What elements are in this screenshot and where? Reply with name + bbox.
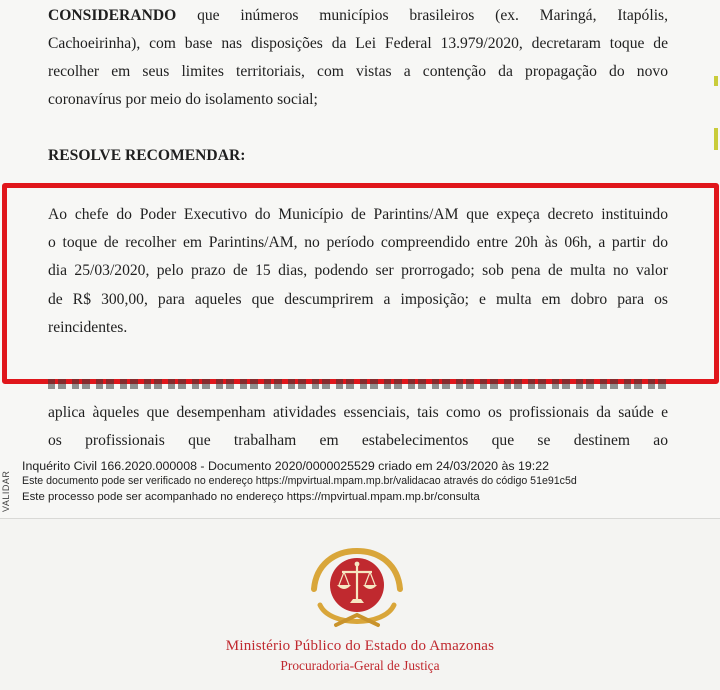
validar-label: VALIDAR <box>1 470 11 512</box>
org-name: Ministério Público do Estado do Amazonas <box>225 638 495 654</box>
resolve-heading: RESOLVE RECOMENDAR: <box>48 147 246 164</box>
paragraph-line: o toque de recolher em Parintins/AM, no período compreendido entre 20h às 06h, a partir do <box>48 234 668 252</box>
paragraph-line: Ao chefe do Poder Executivo do Município de Parintins/AM que expeça decreto instituindo <box>48 206 668 223</box>
edge-mark <box>714 76 718 86</box>
edge-mark <box>714 128 718 150</box>
document-footer <box>22 458 577 505</box>
paragraph-line: aplica àqueles que desempenham atividades essenciais, tais como os profissionais da saúde e <box>48 404 668 421</box>
considerando-paragraph <box>48 2 668 114</box>
verify-link-line[interactable]: Este documento pode ser verificado no endereço https://mpvirtual.mpam.mp.br/validacao através do código 51e91c5d <box>22 475 577 487</box>
line-text: que inúmeros municípios brasileiros (ex. Maringá, Itapólis, <box>197 7 668 24</box>
considerando-lead: CONSIDERANDO <box>48 7 177 24</box>
paragraph-line: recolher em seus limites territoriais, com vistas a contenção da propagação do novo <box>48 63 668 80</box>
continued-paragraph <box>48 399 668 455</box>
document-id-line: Inquérito Civil 166.2020.000008 - Documento 2020/0000025529 criado em 24/03/2020 às 19:22 <box>22 459 549 473</box>
process-link-line[interactable]: Este processo pode ser acompanhado no endereço https://mpvirtual.mpam.mp.br/consulta <box>22 491 480 503</box>
recommendation-paragraph <box>48 201 668 342</box>
paragraph-line: dia 25/03/2020, pelo prazo de 15 dias, podendo ser prorrogado; sob pena de multa no valor <box>48 262 668 280</box>
org-subtitle: Procuradoria-Geral de Justiça <box>280 658 440 673</box>
scales-of-justice-seal-icon <box>306 545 408 635</box>
paragraph-line: Cachoeirinha), com base nas disposições da Lei Federal 13.979/2020, decretaram toque de <box>48 35 668 52</box>
obscured-text-line <box>48 379 668 389</box>
paragraph-line: reincidentes. <box>48 318 128 336</box>
paragraph-line: coronavírus por meio do isolamento social; <box>48 91 318 108</box>
paragraph-line: os profissionais que trabalham em estabelecimentos que se destinem ao <box>48 432 668 449</box>
paragraph-line: de R$ 300,00, para aqueles que descumprirem a imposição; e multa em dobro para os <box>48 290 668 308</box>
paragraph-line <box>48 2 668 30</box>
